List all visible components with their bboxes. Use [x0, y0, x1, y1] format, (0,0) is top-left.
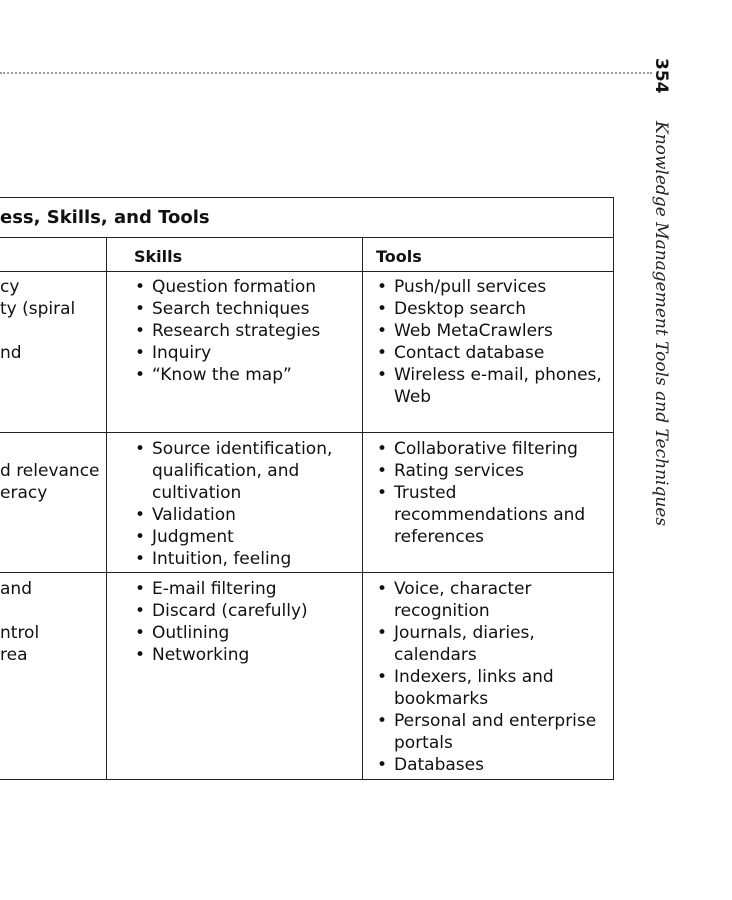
- left-fragment: rea: [0, 645, 28, 665]
- left-fragment: [0, 600, 104, 622]
- header-tools: Tools: [376, 247, 422, 266]
- list-item: • Collaborative filtering: [377, 439, 578, 459]
- list-item: • Research strategies: [135, 321, 321, 341]
- list-item: • Push/pull services: [377, 277, 547, 297]
- left-fragment: and: [0, 579, 32, 599]
- table-caption: ess, Skills, and Tools: [0, 207, 210, 228]
- list-item: • Source identification, qualification, and cultivation: [135, 439, 333, 503]
- left-fragment: [0, 438, 104, 460]
- row-1-skills: [134, 276, 356, 386]
- left-fragment: nd: [0, 343, 22, 363]
- list-item: • Networking: [135, 645, 250, 665]
- row-3-skills: [134, 578, 356, 666]
- list-item: • Wireless e-mail, phones, Web: [377, 365, 602, 407]
- row-1-tools: [376, 276, 606, 408]
- list-item: • Question formation: [135, 277, 317, 297]
- list-item: • Contact database: [377, 343, 545, 363]
- left-fragment: [0, 320, 104, 342]
- left-fragment: eracy: [0, 483, 48, 503]
- list-item: • Journals, diaries, calendars: [377, 623, 535, 665]
- row-2-skills: [134, 438, 356, 570]
- list-item: • Indexers, links and bookmarks: [377, 667, 554, 709]
- list-item: • Voice, character recognition: [377, 579, 532, 621]
- list-item: • Judgment: [135, 527, 234, 547]
- list-item: • Outlining: [135, 623, 230, 643]
- list-item: • Search techniques: [135, 299, 310, 319]
- header-skills: Skills: [134, 247, 183, 266]
- list-item: • Rating services: [377, 461, 524, 481]
- list-item: • Databases: [377, 755, 484, 775]
- left-fragment: cy: [0, 277, 20, 297]
- table-top-border: [0, 197, 614, 198]
- row-divider: [0, 432, 614, 433]
- row-2-left-fragments: [0, 438, 104, 504]
- header-bottom-border: [0, 271, 614, 272]
- left-fragment: ty (spiral: [0, 299, 76, 319]
- column-divider: [362, 237, 363, 780]
- list-item: • E-mail filtering: [135, 579, 277, 599]
- list-item: • Trusted recommendations and references: [377, 483, 586, 547]
- list-item: • Web MetaCrawlers: [377, 321, 553, 341]
- left-fragment: ntrol: [0, 623, 40, 643]
- list-item: • Discard (carefully): [135, 601, 308, 621]
- row-1-left-fragments: [0, 276, 104, 364]
- page-number: 354: [651, 58, 671, 94]
- list-item: • Validation: [135, 505, 236, 525]
- row-3-tools: [376, 578, 606, 776]
- list-item: • Desktop search: [377, 299, 526, 319]
- left-fragment: d relevance: [0, 461, 100, 481]
- row-2-tools: [376, 438, 606, 548]
- row-divider: [0, 572, 614, 573]
- list-item: • Personal and enterprise portals: [377, 711, 597, 753]
- column-divider: [106, 237, 107, 780]
- running-title: Knowledge Management Tools and Techniques: [651, 120, 671, 526]
- list-item: • Inquiry: [135, 343, 212, 363]
- table-bottom-border: [0, 779, 614, 780]
- row-3-left-fragments: [0, 578, 104, 666]
- table-right-border: [613, 197, 614, 780]
- list-item: • Intuition, feeling: [135, 549, 292, 569]
- caption-bottom-border: [0, 237, 614, 238]
- list-item: • “Know the map”: [135, 365, 292, 385]
